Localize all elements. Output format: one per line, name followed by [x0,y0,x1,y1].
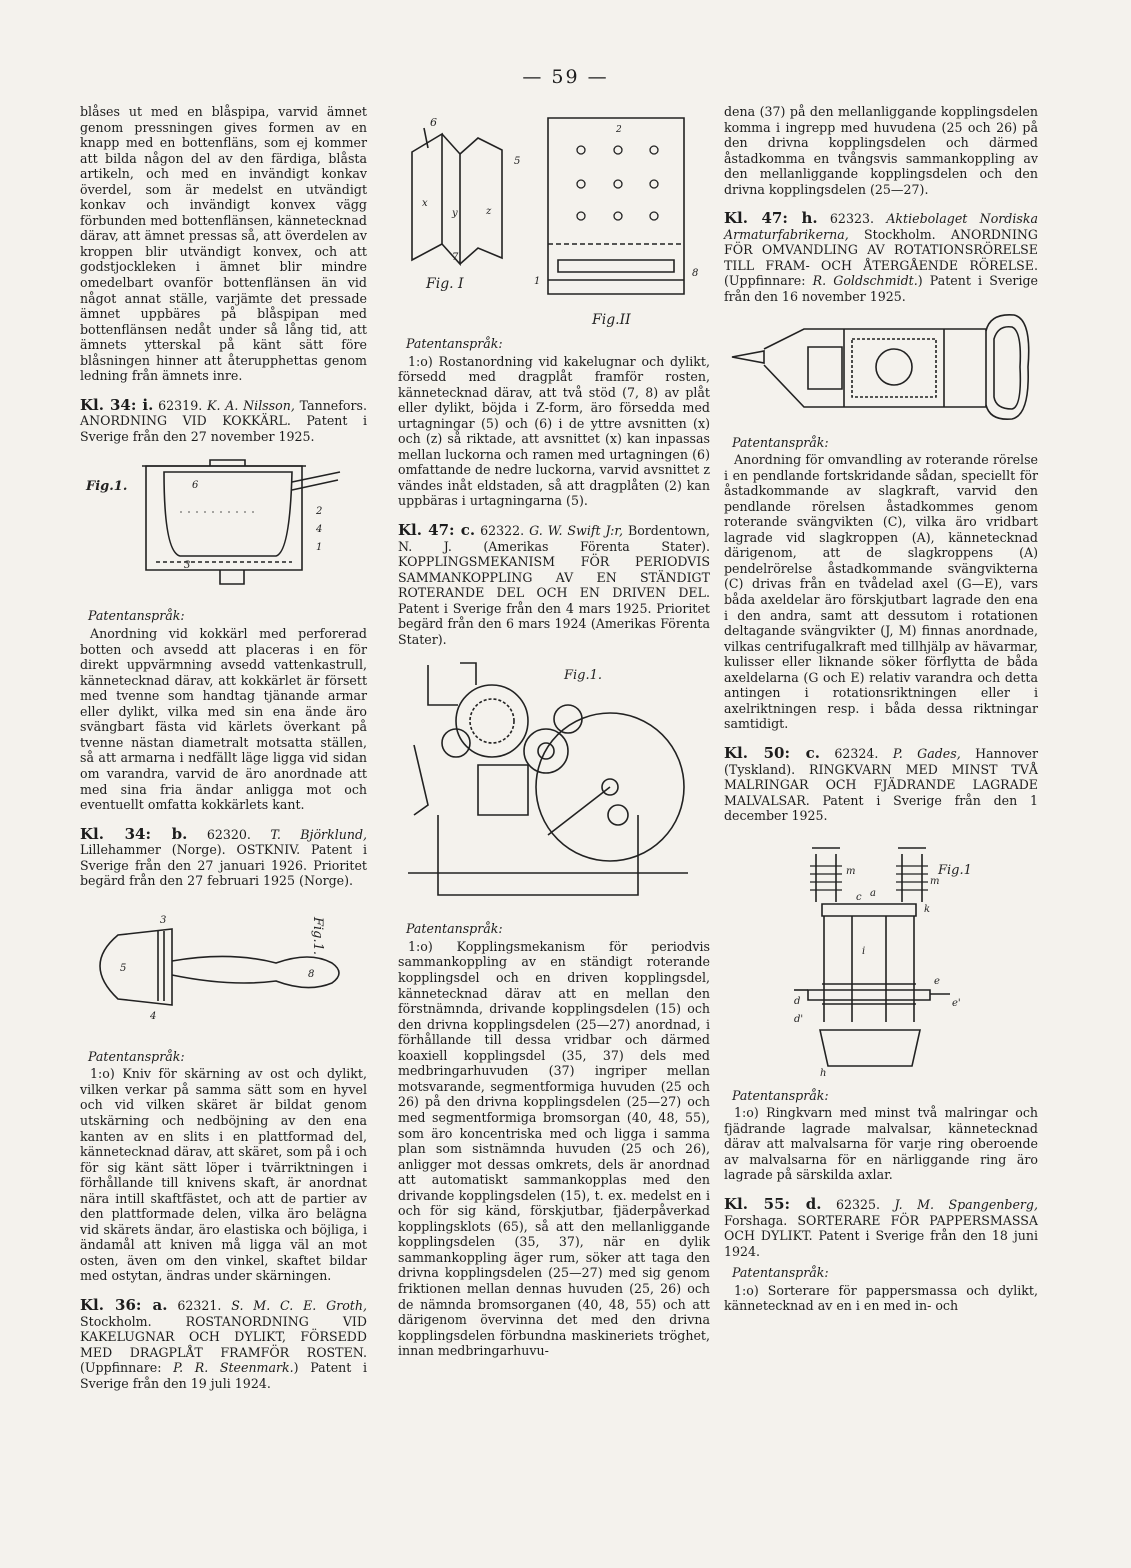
claim-heading: Patentanspråk: [88,1048,185,1064]
fig-label: Fig.II [592,312,631,328]
entry-title: ) Patent i Sverige från den 19 juli 1924. [80,1360,367,1391]
patent-entry-62321 [80,1295,367,1391]
entry-heading [724,743,1039,824]
inventor-name: T. Björklund, [270,826,368,842]
part-label: e [934,975,940,987]
patent-number: 62324. [834,745,879,761]
figure-coupling-mechanism [398,655,710,915]
part-label: 3 [184,560,191,572]
part-label: a [870,887,876,899]
inventor-name: K. A. Nilsson, [207,397,295,413]
part-label: y [452,208,458,219]
part-label: 5 [514,156,521,167]
entry-title: Forshaga. SORTERARE FÖR PAPPERSMASSA OCH DYLIKT. Patent i Sverige från den 18 juni 1924. [724,1212,1038,1259]
class-label: Kl. 47: h. [724,209,818,228]
claim-heading: Patentanspråk: [406,921,503,937]
part-label: 6 [430,116,437,129]
inventor-name: S. M. C. E. Groth, [231,1297,367,1313]
continued-claim-text: blåses ut med en blåspipa, varvid ämnet genom pressningen gives formen av en knapp med en bottenfläns, som ej kommer att bilda någon del av den färdiga, blåsta artikeln, och med en invändigt konkav överdel, som är medelst en utvändigt konkav och invändigt konvex vägg förbunden med bottenflänsen, kännetecknad därav, att ämnet pressas så, att överdelen av kroppen blir utvändigt konvex, och att godstjockleken i ämnet blir mindre omedelbart ovanför bottenflänsen än vid något annat ställe, varjämte det pressade ämnet uppbäres på blåspipan med bottenflänsen nedåt under så lång tid, att ämnets ytterskal på känt sätt före blåsningen hinner att återupphettas genom ledning från ämnets inre. [80,104,367,384]
column-1 [80,104,367,1391]
part-label: 8 [308,968,315,980]
patent-entry-62319 [80,395,367,813]
claim-heading: Patentanspråk: [732,1087,829,1103]
part-label: m [930,875,940,887]
entry-heading [80,1295,367,1391]
class-label: Kl. 47: c. [398,521,476,540]
fig-label: Fig.1. [564,668,603,684]
patent-number: 62321. [177,1297,222,1313]
fig-label: Fig.1. [86,479,128,495]
patent-number: 62319. [158,397,203,413]
entry-title: Stockholm. ROSTANORDNING VID KAKELUGNAR OCH DYLIKT, FÖRSEDD MED DRAGPLÅT FRAMFÖR ROSTEN. (Uppfinnare: [80,1313,367,1376]
part-label: 1 [316,542,323,554]
part-label: 4 [316,524,323,536]
part-label: h [820,1067,827,1079]
fig-label: Fig.1. [310,916,325,955]
claim-text: 1:o) Sorterare för pappersmassa och dylikt, kännetecknad av en i en med in- och [724,1282,1038,1314]
entry-heading [80,395,367,445]
patent-entry-62320 [80,824,368,1284]
continued-claim-text: dena (37) på den mellanliggande kopplingsdelen komma i ingrepp med huvudena (25 och 26) på den drivna kopplingsdelen och därmed åstadkomma en tvångsvis sammankoppling av den mellanliggande kopplingsdelen och den drivna kopplingsdelen (25—27). [724,104,1038,197]
claim-text: Anordning vid kokkärl med perforerad botten och avsedd att placeras i en för direkt uppvärmning avsedd vattenkastrull, kännetecknad därav, att kokkärlet är försett med tvenne som handtag tjänande armar eller dylikt, vilka med sin ena ände äro svängbart fästa vid kärlets överkant på tvenne nästan diametralt motsatta ställen, så att armarna i nedfällt läge ligga vid sidan om varandra, varvid de äro anordnade att med sina fria ändar anligga mot och eventuellt omfatta kokkärlets kant. [80,626,367,813]
entry-title: Stockholm. ANORDNING FÖR OMVANDLING AV ROTATIONSRÖRELSE TILL FRAM- OCH ÅTERGÅENDE RÖRELSE. (Uppfinnare: [724,226,1038,289]
entry-title: Bordentown, N. J. (Amerikas Förenta Stater). KOPPLINGSMEKANISM FÖR PERIODVIS SAMMANKOPPLING AV EN STÄNDIGT ROTERANDE DEL OCH EN DRIVEN DEL. Patent i Sverige från den 4 mars 1925. Prioritet begärd från den 6 mars 1924 (Amerikas Förenta Stater). [398,523,710,647]
part-label: m [846,865,856,877]
column-2 [398,104,710,1359]
fig-label: Fig.1 [938,862,972,878]
claim-text: Anordning för omvandling av roterande rörelse i en pendlande fortskridande sådan, speciellt för åstadkommande av slagkraft, varvid den pendlande rörelsen åstadkommes genom roterande svängvikten (C), vilka äro vridbart lagrade vid slagkroppen (A), kännetecknad därigenom, att de slagkroppens (A) pendelrörelse åstadkommande svängvikterna (C) drivas från en tvådelad axel (G—E), vars båda axeldelar äro förskjutbart lagrade den ena i den andra, samt att dessutom i rotationen deltagande svängvikter (J, M) finnas anordnade, vilkas centrifugalkraft med tillhjälp av hävarmar, kulisser eller liknande söker förflytta de båda axeldelarna (G och E) relativ varandra och detta antingen i rotationsriktningen eller i axelriktningen resp. i båda dessa riktningar samtidigt. [724,452,1038,732]
figure-ring-mill [724,834,1038,1082]
claim-heading: Patentanspråk: [406,336,503,351]
figure-cooking-pot [80,452,367,602]
class-label: Kl. 34: b. [80,824,188,843]
patent-entry-62325 [724,1194,1038,1314]
part-label: i [862,945,866,957]
part-label: c [856,891,862,903]
patent-number: 62325. [835,1196,881,1212]
part-label: 7 [452,252,459,263]
claim-heading: Patentanspråk: [88,608,185,624]
entry-title: ) Patent i Sverige från den 16 november 1925. [724,273,1038,305]
patent-number: 62320. [206,826,251,842]
entry-heading [724,1194,1038,1259]
patent-entry-62322 [398,523,710,1359]
fig-label: Fig. I [426,276,464,292]
inventor-name: J. M. Spangenberg, [894,1196,1038,1212]
part-label: k [924,903,931,915]
claim-text: 1:o) Kniv för skärning av ost och dylikt, vilken verkar på samma sätt som en hyvel och vid vilken skäret är bildat genom utskärning och nedböjning av den ena kanten av en slits i en plattformad del, kännetecknad därav, att skäret, som på i och för sig känt sätt löper i tvärriktningen i förhållande till knivens skaft, är anordnat nära intill skaftfästet, och att de partier av den plattformade delen, vilka äro belägna vid skärets ändar, äro elastiska och böjliga, i ändamål att kniven må ligga väl an mot osten, även om den vinkel, skaftet bildar med ostytan, ändras under skärningen. [80,1066,367,1284]
figure-grate-stoves [398,104,710,330]
entry-heading [724,211,1038,304]
patent-entry-62323 [724,211,1038,732]
claim-text: 1:o) Ringkvarn med minst två malringar och fjädrande lagrade malvalsar, kännetecknad därav att malvalsarna för varje ring oberoende av malvalsarna för en närliggande ring äro lagrade på särskilda axlar. [724,1105,1038,1183]
part-label: 2 [616,125,622,135]
part-label: d [794,995,801,1007]
entry-title: Hannover (Tyskland). RINGKVARN MED MINST TVÅ MALRINGAR OCH FJÄDRANDE LAGRADE MALVALSAR. Patent i Sverige från den 1 december 1925. [724,745,1039,824]
part-label: 3 [160,914,167,926]
figure-cheese-knife [80,895,367,1043]
entry-title: Tannefors. ANORDNING VID KOKKÄRL. Patent i Sverige från den 27 november 1925. [80,397,367,444]
part-label: 8 [692,268,699,279]
part-label: e' [952,997,961,1009]
part-label: 4 [150,1010,157,1022]
inventor-name: G. W. Swift J:r, [529,523,623,539]
patent-number: 62323. [829,211,874,227]
inventor-name: P. R. Steenmark. [173,1360,294,1376]
class-label: Kl. 50: c. [724,743,820,762]
part-label: 6 [192,480,199,492]
class-label: Kl. 36: a. [80,1295,168,1314]
entry-title: Lillehammer (Norge). OSTKNIV. Patent i Sverige från den 27 januari 1926. Prioritet begärd från den 27 februari 1925 (Norge). [80,842,367,889]
inventor-name: Aktiebolaget Nordiska Armaturfabrikerna, [724,211,1038,242]
figure-rotary-hammer [724,311,1038,429]
part-label: d' [794,1013,804,1025]
claim-heading: Patentanspråk: [732,434,829,450]
part-label: x [422,198,428,209]
part-label: 2 [316,506,323,518]
entry-heading [80,824,368,889]
patent-entry-62324 [724,743,1039,1183]
class-label: Kl. 34: i. [80,395,154,414]
inventor-name: P. Gades, [892,745,961,761]
entry-heading [398,523,710,647]
page-number: — 59 — [522,66,609,88]
claim-text: 1:o) Rostanordning vid kakelugnar och dylikt, försedd med dragplåt framför rosten, kännetecknad därav, att två stöd (7, 8) av plåt eller dylikt, böjda i Z-form, äro försedda med urtagningar (5) och (6) i de yttre avsnitten (x) och (z) så riktade, att avsnittet (x) kan inpassas mellan luckorna och ramen med urtagningen (6) omfattande de nedre luckorna, varvid avsnittet z vändes inåt eldstaden, så att dragplåten (2) kan uppbäras i urtagningarna (5). [398,353,710,509]
class-label: Kl. 55: d. [724,1194,822,1213]
column-3 [724,104,1038,1314]
claim-heading: Patentanspråk: [732,1265,829,1281]
inventor-name: R. Goldschmidt. [812,273,918,289]
part-label: 5 [120,962,127,974]
claim-text: 1:o) Kopplingsmekanism för periodvis sammankoppling av en ständigt roterande kopplingsdel och en driven kopplingsdel, kännetecknad därav att en mellan den förstnämnda, drivande kopplingsdelen (15) och den drivna kopplingsdelen (25—27) anordnad, i förhållande till dessa vridbar och därmed koaxiell kopplingsdel (35, 37) dels med medbringarhuvuden (37) ingriper mellan motsvarande, segmentformiga huvuden (25 och 26) på den drivna kopplingsdelen (25—27) och med segmentformiga bromsorgan (40, 48, 55), som äro koncentriska med och ligga i samma plan som sistnämnda huvuden (25 och 26), anligger mot dessas omkrets, dels är anordnad att automatiskt sammankopplas med den drivande kopplingsdelen (15), t. ex. medelst en i och för sig känd, förskjutbar, fjäderpåverkad kopplingsklots (65), så att den mellanliggande kopplingsdelen (35, 37), när en dylik sammankoppling äger rum, söker att taga den drivna kopplingsdelen (25—27) med sig genom friktionen mellan dennas huvuden (25, 26) och de nämnda bromsorganen (40, 48, 55) och att därigenom övervinna det med den drivna kopplingsdelen förbundna maskineriets tröghet, innan medbringarhuvu- [398,938,710,1359]
part-label: 1 [534,276,541,287]
patent-number: 62322. [480,523,525,539]
part-label: z [486,206,492,217]
